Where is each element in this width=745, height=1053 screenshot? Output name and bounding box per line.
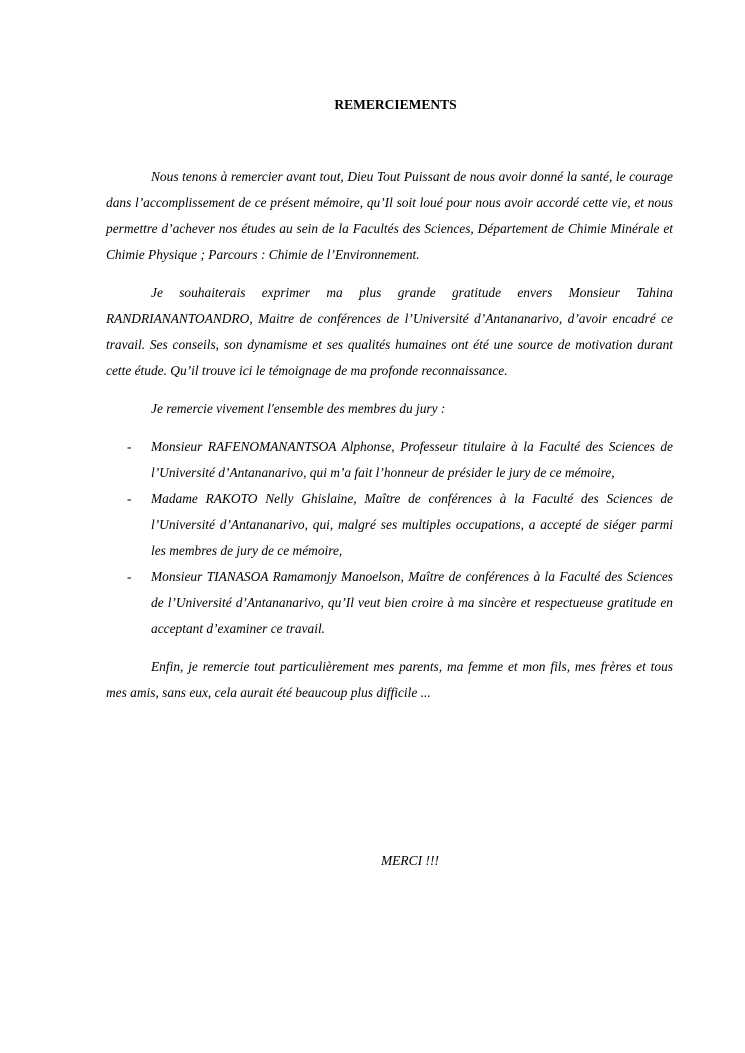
paragraph-jury-intro: Je remercie vivement l'ensemble des membres du jury :	[151, 401, 446, 416]
jury-member-text: Monsieur RAFENOMANANTSOA Alphonse, Professeur titulaire à la Faculté des Sciences de l’Université d’Antananarivo, qui m’a fait l’honneur de présider le jury de ce mémoire,	[151, 439, 673, 480]
jury-member-examiner-2	[106, 564, 673, 642]
paragraph-thanks-god: Nous tenons à remercier avant tout, Dieu Tout Puissant de nous avoir donné la santé, le courage dans l’accomplissement de ce présent mémoire, qu’Il soit loué pour nous avoir accordé cette vie, et nous permettre d’achever nos études au sein de la Facultés des Sciences, Département de Chimie Minérale et Chimie Physique ; Parcours : Chimie de l’Environnement.	[106, 169, 673, 262]
jury-member-text: Madame RAKOTO Nelly Ghislaine, Maître de conférences à la Faculté des Sciences de l’Université d’Antananarivo, qui, malgré ses multiples occupations, a accepté de siéger parmi les membres de jury de ce mémoire,	[151, 491, 673, 558]
paragraph-thanks-supervisor: Je souhaiterais exprimer ma plus grande gratitude envers Monsieur Tahina RANDRIANANTOANDRO, Maitre de conférences de l’Université d’Antananarivo, d’avoir encadré ce travail. Ses conseils, son dynamisme et ses qualités humaines ont été une source de motivation durant cette étude. Qu’il trouve ici le témoignage de ma profonde reconnaissance.	[106, 285, 673, 378]
paragraph-gap	[106, 268, 673, 280]
paragraph-gap	[106, 384, 673, 396]
paragraph-gap	[106, 642, 673, 654]
list-bullet: -	[127, 491, 132, 506]
jury-member-examiner-1	[106, 486, 673, 564]
jury-member-president	[106, 434, 673, 486]
signoff-text: MERCI !!!	[380, 853, 440, 868]
jury-list	[106, 434, 673, 642]
list-bullet: -	[127, 569, 132, 584]
paragraph-closing: Enfin, je remercie tout particulièrement mes parents, ma femme et mon fils, mes frères et tous mes amis, sans eux, cela aurait été beaucoup plus difficile ...	[106, 659, 673, 700]
jury-member-text: Monsieur TIANASOA Ramamonjy Manoelson, Maître de conférences à la Faculté des Sciences de l’Université d’Antananarivo, qu’Il veut bien croire à ma sincère et respectueuse gratitude en acceptant d’examiner ce travail.	[151, 569, 673, 636]
list-bullet: -	[127, 439, 132, 454]
document-body	[106, 164, 673, 706]
paragraph-gap	[106, 422, 673, 434]
page-title: REMERCIEMENTS	[334, 97, 457, 112]
